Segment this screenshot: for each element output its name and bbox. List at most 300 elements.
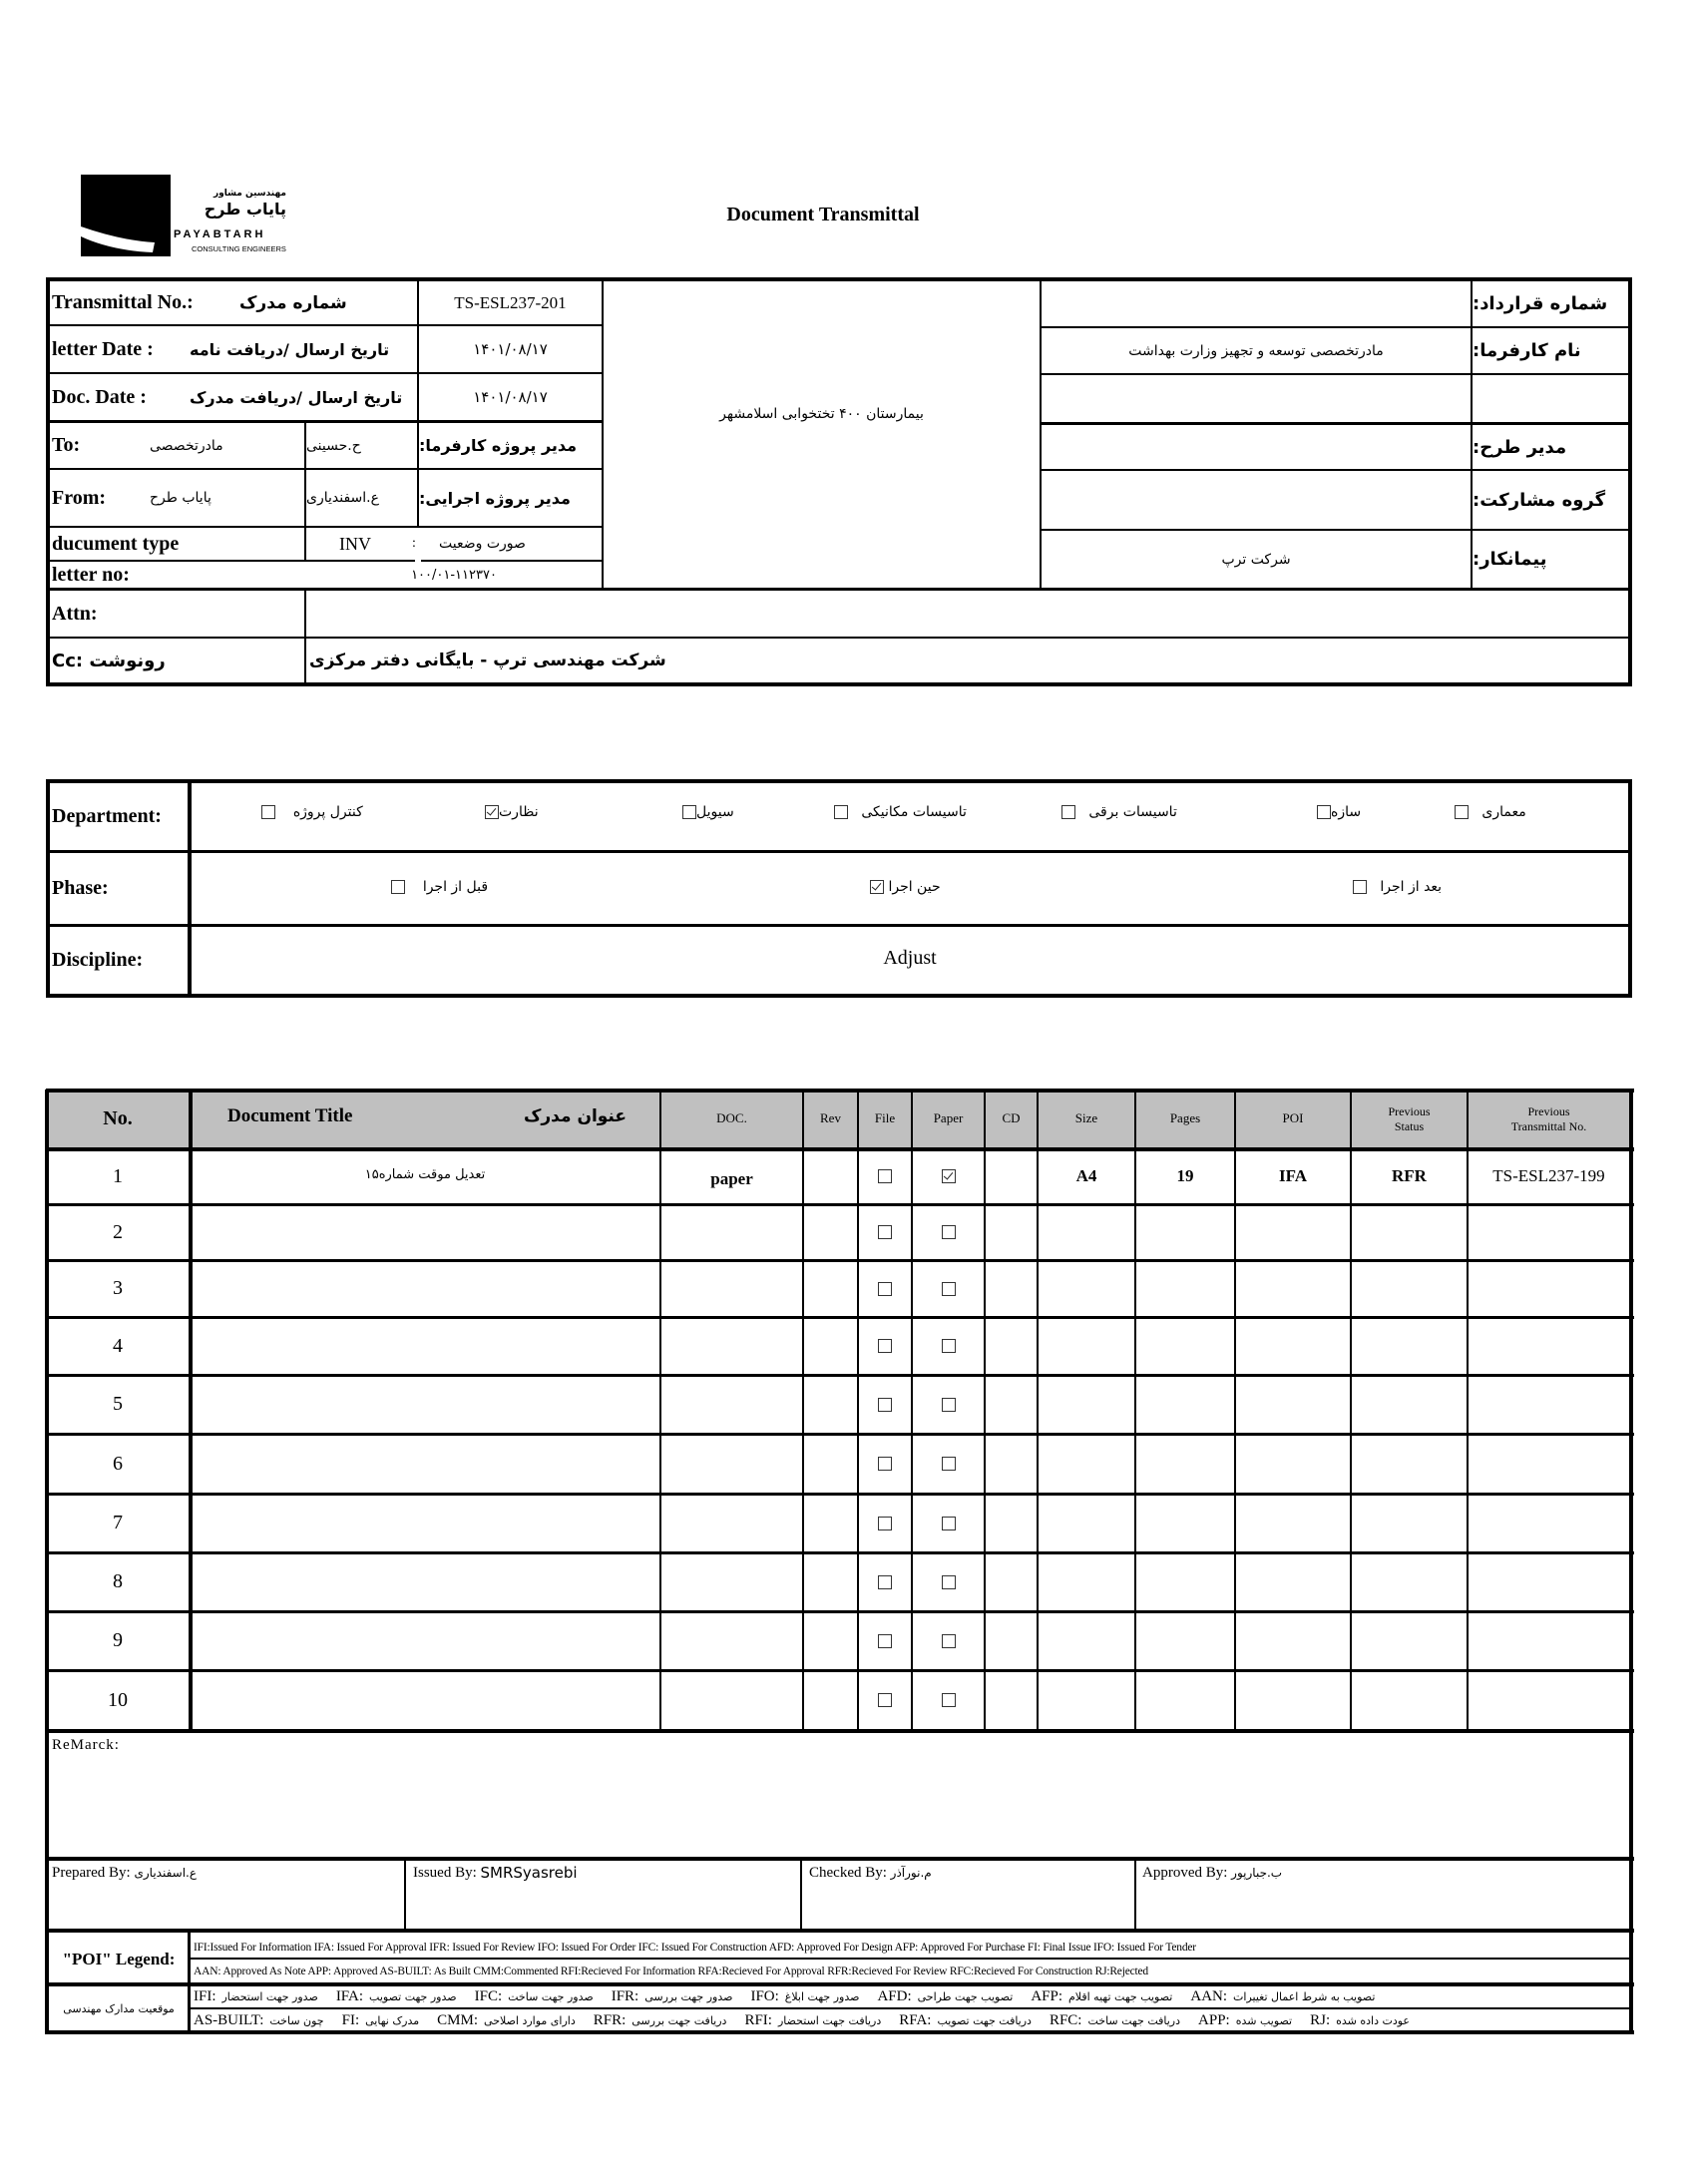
row-doc bbox=[660, 1670, 803, 1730]
poi-legend-label: "POI" Legend: bbox=[62, 1950, 176, 1968]
page-title: Document Transmittal bbox=[726, 204, 920, 225]
row-title[interactable] bbox=[190, 1204, 660, 1260]
department-option-architecture[interactable] bbox=[1455, 797, 1526, 827]
col-pages-label: Pages bbox=[1169, 1110, 1201, 1126]
row-poi bbox=[1235, 1375, 1351, 1434]
row-paper-checkbox-cell bbox=[912, 1317, 985, 1375]
checkbox[interactable] bbox=[682, 805, 696, 819]
client-name-label: نام کارفرما: bbox=[1473, 340, 1581, 361]
col-header-rev bbox=[803, 1090, 858, 1148]
legend-entry bbox=[336, 1988, 457, 2005]
legend-code: IFO: bbox=[750, 1988, 779, 2004]
paper-checkbox[interactable] bbox=[942, 1457, 956, 1471]
row-cd bbox=[985, 1434, 1038, 1494]
row-no: 10 bbox=[108, 1688, 128, 1711]
legend-code: APP: bbox=[1198, 2011, 1230, 2028]
row-paper-checkbox-cell bbox=[912, 1148, 985, 1204]
file-checkbox[interactable] bbox=[878, 1169, 892, 1183]
legend-code: RFA: bbox=[899, 2011, 932, 2028]
col-header-file bbox=[858, 1090, 912, 1148]
row-poi bbox=[1235, 1204, 1351, 1260]
row-title[interactable] bbox=[190, 1260, 660, 1317]
remark-field[interactable] bbox=[52, 1756, 1626, 1856]
row-no: 8 bbox=[113, 1570, 123, 1592]
row-pages bbox=[1135, 1317, 1235, 1375]
logo-fa-top: مهندسین مشاور bbox=[212, 189, 286, 199]
row-no: 3 bbox=[113, 1277, 123, 1299]
cc-label: Cc: رونوشت bbox=[52, 650, 166, 671]
logo-fa-name: پایاب طرح bbox=[204, 200, 286, 218]
col-header-size bbox=[1038, 1090, 1135, 1148]
row-cd bbox=[985, 1260, 1038, 1317]
row-title[interactable] bbox=[190, 1670, 660, 1730]
legend-text: تصویب شده bbox=[1235, 2013, 1293, 2027]
row-no: 5 bbox=[113, 1393, 123, 1415]
discipline-value: Adjust bbox=[883, 946, 937, 969]
row-doc bbox=[660, 1260, 803, 1317]
file-checkbox[interactable] bbox=[878, 1398, 892, 1412]
row-doc: paper bbox=[710, 1169, 753, 1188]
doc-date-label-fa: تاریخ ارسال /دریافت مدرک bbox=[190, 387, 403, 407]
row-prev-transmittal bbox=[1468, 1375, 1630, 1434]
row-cd bbox=[985, 1317, 1038, 1375]
file-checkbox[interactable] bbox=[878, 1339, 892, 1353]
row-doc bbox=[660, 1434, 803, 1494]
row-no: 9 bbox=[113, 1629, 123, 1651]
row-rev bbox=[803, 1611, 858, 1670]
issued-by bbox=[413, 1862, 578, 1884]
prepared-by bbox=[52, 1862, 197, 1884]
row-size bbox=[1038, 1375, 1135, 1434]
row-cd bbox=[985, 1494, 1038, 1552]
remark-label: ReMarck: bbox=[52, 1736, 120, 1753]
row-cd bbox=[985, 1204, 1038, 1260]
project-manager-value bbox=[1042, 425, 1471, 469]
fa-legend-line2 bbox=[194, 2009, 1626, 2031]
prepared-by-label: Prepared By: bbox=[52, 1864, 131, 1881]
issued-by-name: SMRSyasrebi bbox=[480, 1864, 578, 1882]
row-file-checkbox-cell bbox=[858, 1494, 912, 1552]
letter-no-value: ۱۰۰/۰۱-۱۱۲۳۷۰ bbox=[411, 567, 497, 583]
transmittal-no-label-fa: شماره مدرک bbox=[239, 292, 347, 313]
row-paper-checkbox-cell bbox=[912, 1670, 985, 1730]
row-prev-transmittal bbox=[1468, 1204, 1630, 1260]
legend-text: تصویب جهت طراحی bbox=[917, 1990, 1014, 2003]
row-poi bbox=[1235, 1552, 1351, 1611]
col-no-label: No. bbox=[103, 1107, 133, 1129]
row-title[interactable] bbox=[190, 1434, 660, 1494]
from-value: پایاب طرح bbox=[150, 490, 211, 506]
row-prev-status bbox=[1351, 1204, 1468, 1260]
row-rev bbox=[803, 1148, 858, 1204]
row-prev-transmittal bbox=[1468, 1494, 1630, 1552]
checked-by bbox=[809, 1862, 932, 1884]
to-label: To: bbox=[52, 434, 81, 456]
col-file-label: File bbox=[874, 1110, 896, 1126]
legend-code: RFI: bbox=[744, 2011, 772, 2028]
row-pages bbox=[1135, 1494, 1235, 1552]
legend-entry bbox=[1190, 1988, 1375, 2005]
row-size bbox=[1038, 1670, 1135, 1730]
row-no: 2 bbox=[113, 1220, 123, 1243]
contract-no-value bbox=[1042, 281, 1471, 326]
legend-text: دریافت جهت تصویب bbox=[937, 2013, 1032, 2027]
row-rev bbox=[803, 1204, 858, 1260]
row-rev bbox=[803, 1375, 858, 1434]
fa-legend-label: موقعیت مدارک مهندسی bbox=[63, 2001, 175, 2015]
attn-label: Attn: bbox=[52, 602, 98, 625]
phase-option-before[interactable] bbox=[391, 872, 488, 902]
option-label: بعد از اجرا bbox=[1380, 879, 1443, 895]
row-paper-checkbox-cell bbox=[912, 1494, 985, 1552]
legend-code: RFR: bbox=[593, 2011, 627, 2028]
row-poi bbox=[1235, 1260, 1351, 1317]
doc-date-value: ۱۴۰۱/۰۸/۱۷ bbox=[473, 388, 548, 406]
option-label: نظارت bbox=[499, 804, 539, 820]
legend-code: IFA: bbox=[335, 1988, 364, 2004]
letter-date-label-fa: تاریخ ارسال /دریافت نامه bbox=[190, 339, 390, 359]
legend-code: IFC: bbox=[474, 1988, 503, 2004]
row-paper-checkbox-cell bbox=[912, 1375, 985, 1434]
legend-code: RFC: bbox=[1049, 2011, 1082, 2028]
row-doc bbox=[660, 1552, 803, 1611]
row-pages bbox=[1135, 1260, 1235, 1317]
option-label: سازه bbox=[1331, 804, 1362, 820]
legend-code: FI: bbox=[341, 2011, 360, 2028]
paper-checkbox[interactable] bbox=[942, 1169, 956, 1183]
row-title[interactable] bbox=[190, 1494, 660, 1552]
paper-checkbox[interactable] bbox=[942, 1634, 956, 1648]
col-poi-label: POI bbox=[1282, 1110, 1304, 1126]
row-title[interactable] bbox=[190, 1317, 660, 1375]
discipline-label: Discipline: bbox=[52, 949, 144, 971]
option-label: حین اجرا bbox=[888, 879, 941, 895]
paper-checkbox[interactable] bbox=[942, 1575, 956, 1589]
legend-entry bbox=[899, 2012, 1032, 2029]
col-header-title bbox=[190, 1090, 660, 1148]
col-title-en-label: Document Title bbox=[227, 1104, 353, 1126]
document-type-value-fa: صورت وضعیت bbox=[439, 536, 526, 552]
checkbox[interactable] bbox=[261, 805, 275, 819]
legend-code: CMM: bbox=[437, 2011, 479, 2028]
option-label: تاسیسات مکانیکی bbox=[861, 804, 967, 820]
client-name-value: مادرتخصصی توسعه و تجهیز وزارت بهداشت bbox=[1128, 342, 1384, 359]
project-name-text: بیمارستان ۴۰۰ تختخوابی اسلامشهر bbox=[719, 406, 924, 422]
company-logo bbox=[81, 175, 300, 259]
row-file-checkbox-cell bbox=[858, 1260, 912, 1317]
row-poi bbox=[1235, 1670, 1351, 1730]
col-prev-transmittal-label-1: Previous bbox=[1527, 1103, 1570, 1118]
row-doc bbox=[660, 1204, 803, 1260]
department-option-civil[interactable] bbox=[682, 797, 734, 827]
col-header-cd bbox=[985, 1090, 1038, 1148]
client-pm-name: ح.حسینی bbox=[306, 437, 361, 454]
row-doc bbox=[660, 1494, 803, 1552]
letter-date-label: letter Date : bbox=[52, 337, 154, 360]
row-prev-status bbox=[1351, 1317, 1468, 1375]
row-file-checkbox-cell bbox=[858, 1204, 912, 1260]
attn-value bbox=[309, 591, 1626, 637]
row-poi bbox=[1235, 1434, 1351, 1494]
client-pm-label: مدیر پروژه کارفرما: bbox=[419, 436, 578, 455]
row-prev-status bbox=[1351, 1375, 1468, 1434]
phase-option-during[interactable] bbox=[870, 872, 941, 902]
document-type-separator: : bbox=[412, 536, 416, 551]
logo-mark-icon bbox=[81, 175, 171, 256]
row-size bbox=[1038, 1434, 1135, 1494]
legend-code: IFR: bbox=[611, 1988, 639, 2004]
legend-entry bbox=[1050, 2012, 1180, 2029]
legend-code: AS-BUILT: bbox=[194, 2011, 264, 2028]
col-prev-status-label-2: Status bbox=[1394, 1118, 1425, 1133]
project-name bbox=[604, 281, 1040, 587]
row-prev-status bbox=[1351, 1611, 1468, 1670]
legend-code: AFD: bbox=[877, 1988, 912, 2004]
legend-text: صدور جهت ابلاغ bbox=[784, 1990, 860, 2003]
col-header-prev-transmittal bbox=[1468, 1090, 1630, 1148]
row-prev-status bbox=[1351, 1552, 1468, 1611]
checkbox[interactable] bbox=[485, 805, 499, 819]
poi-legend-line1: IFI:Issued For Information IFA: Issued For Approval IFR: Issued For Review IFO: Issued For Order IFC: Issued For Construction AFD: Approved For Design AFP: Approved For Purchase FI: Final Issue IFO: Issued For Tender bbox=[194, 1941, 1196, 1954]
legend-text: مدرک نهایی bbox=[365, 2013, 420, 2027]
row-size bbox=[1038, 1204, 1135, 1260]
legend-entry bbox=[1310, 2012, 1410, 2029]
col-cd-label: CD bbox=[1002, 1110, 1021, 1126]
from-label: From: bbox=[52, 486, 107, 509]
row-rev bbox=[803, 1670, 858, 1730]
row-pages bbox=[1135, 1670, 1235, 1730]
row-size bbox=[1038, 1552, 1135, 1611]
checkbox[interactable] bbox=[870, 880, 884, 894]
row-title[interactable]: تعدیل موقت شماره۱۵ bbox=[364, 1166, 486, 1182]
contractor-label: پیمانکار: bbox=[1473, 549, 1547, 570]
legend-text: عودت داده شده bbox=[1336, 2013, 1410, 2027]
col-header-poi bbox=[1235, 1090, 1351, 1148]
row-pages bbox=[1135, 1375, 1235, 1434]
checkbox[interactable] bbox=[834, 805, 848, 819]
row-rev bbox=[803, 1434, 858, 1494]
partnership-group-label: گروه مشارکت: bbox=[1473, 489, 1606, 511]
paper-checkbox[interactable] bbox=[942, 1693, 956, 1707]
transmittal-no-label: Transmittal No.: bbox=[52, 291, 194, 313]
document-type-label: ducument type bbox=[52, 532, 180, 555]
row-rev bbox=[803, 1260, 858, 1317]
row-prev-transmittal: TS-ESL237-199 bbox=[1492, 1166, 1605, 1185]
legend-entry bbox=[750, 1988, 859, 2005]
row-prev-transmittal bbox=[1468, 1611, 1630, 1670]
paper-checkbox[interactable] bbox=[942, 1225, 956, 1239]
file-checkbox[interactable] bbox=[878, 1634, 892, 1648]
row-poi bbox=[1235, 1317, 1351, 1375]
logo-en-sub: CONSULTING ENGINEERS bbox=[192, 244, 286, 253]
row-paper-checkbox-cell bbox=[912, 1434, 985, 1494]
legend-entry bbox=[1198, 2012, 1292, 2029]
col-prev-status-label-1: Previous bbox=[1388, 1103, 1431, 1118]
file-checkbox[interactable] bbox=[878, 1517, 892, 1530]
col-header-paper bbox=[912, 1090, 985, 1148]
logo-en-name: PAYABTARH bbox=[174, 228, 266, 240]
project-manager-label: مدیر طرح: bbox=[1473, 436, 1567, 458]
department-option-electrical[interactable] bbox=[1061, 797, 1177, 827]
row-prev-transmittal bbox=[1468, 1552, 1630, 1611]
row-poi bbox=[1235, 1611, 1351, 1670]
department-option-supervision[interactable] bbox=[485, 797, 539, 827]
paper-checkbox[interactable] bbox=[942, 1398, 956, 1412]
row-no: 4 bbox=[113, 1334, 123, 1357]
col-size-label: Size bbox=[1074, 1110, 1098, 1126]
checkbox[interactable] bbox=[1061, 805, 1075, 819]
file-checkbox[interactable] bbox=[878, 1693, 892, 1707]
file-checkbox[interactable] bbox=[878, 1282, 892, 1296]
department-option-structure[interactable] bbox=[1317, 797, 1361, 827]
approved-by-label: Approved By: bbox=[1142, 1864, 1228, 1881]
col-title-fa-label: عنوان مدرک bbox=[523, 1105, 627, 1126]
paper-checkbox[interactable] bbox=[942, 1339, 956, 1353]
option-label: کنترل پروژه bbox=[292, 804, 363, 820]
legend-text: صدور جهت ساخت bbox=[508, 1990, 594, 2003]
row-prev-transmittal bbox=[1468, 1317, 1630, 1375]
row-cd bbox=[985, 1148, 1038, 1204]
legend-code: RJ: bbox=[1310, 2011, 1331, 2028]
row-prev-status bbox=[1351, 1494, 1468, 1552]
legend-text: صدور جهت بررسی bbox=[644, 1990, 733, 2003]
row-paper-checkbox-cell bbox=[912, 1204, 985, 1260]
col-header-doc bbox=[660, 1090, 803, 1148]
col-doc-label: DOC. bbox=[716, 1110, 747, 1126]
option-label: قبل از اجرا bbox=[422, 879, 489, 895]
row-paper-checkbox-cell bbox=[912, 1260, 985, 1317]
row-doc bbox=[660, 1317, 803, 1375]
row-file-checkbox-cell bbox=[858, 1611, 912, 1670]
department-option-mechanical[interactable] bbox=[834, 797, 967, 827]
row-prev-status bbox=[1351, 1670, 1468, 1730]
legend-text: دریافت جهت استحضار bbox=[777, 2013, 882, 2027]
checkbox[interactable] bbox=[1353, 880, 1367, 894]
poi-legend-line2: AAN: Approved As Note APP: Approved AS-BUILT: As Built CMM:Commented RFI:Recieved For Information RFA:Recieved For Approval RFR:Recieved For Review RFC:Recieved For Construction RJ:Rejected bbox=[194, 1965, 1148, 1977]
row-no: 1 bbox=[113, 1164, 123, 1187]
row-rev bbox=[803, 1494, 858, 1552]
row-file-checkbox-cell bbox=[858, 1670, 912, 1730]
row-prev-status: RFR bbox=[1392, 1166, 1427, 1185]
phase-label: Phase: bbox=[52, 877, 109, 899]
checkbox[interactable] bbox=[391, 880, 405, 894]
option-label: معماری bbox=[1481, 804, 1526, 820]
legend-text: تصویب جهت تهیه اقلام bbox=[1068, 1990, 1173, 2003]
checkbox[interactable] bbox=[1317, 805, 1331, 819]
row-pages bbox=[1135, 1204, 1235, 1260]
legend-code: AFP: bbox=[1031, 1988, 1062, 2004]
department-label: Department: bbox=[52, 805, 162, 827]
legend-entry bbox=[437, 2012, 576, 2029]
partnership-group-value bbox=[1042, 471, 1471, 529]
letter-no-label: letter no: bbox=[52, 563, 130, 586]
col-header-prev-status bbox=[1351, 1090, 1468, 1148]
row-file-checkbox-cell bbox=[858, 1317, 912, 1375]
executive-pm-label: مدیر پروژه اجرایی: bbox=[419, 488, 571, 508]
row-prev-transmittal bbox=[1468, 1260, 1630, 1317]
file-checkbox[interactable] bbox=[878, 1575, 892, 1589]
row-prev-transmittal bbox=[1468, 1434, 1630, 1494]
row-title[interactable] bbox=[190, 1552, 660, 1611]
row-cd bbox=[985, 1375, 1038, 1434]
file-checkbox[interactable] bbox=[878, 1225, 892, 1239]
col-rev-label: Rev bbox=[820, 1110, 841, 1126]
legend-text: دریافت جهت بررسی bbox=[632, 2013, 727, 2027]
department-option-project-control[interactable] bbox=[261, 797, 363, 827]
row-paper-checkbox-cell bbox=[912, 1552, 985, 1611]
to-value: مادرتخصصی bbox=[150, 437, 223, 454]
checked-by-name: م.نورآذر bbox=[890, 1866, 932, 1880]
legend-entry bbox=[194, 1988, 318, 2005]
col-paper-label: Paper bbox=[933, 1110, 964, 1126]
row-paper-checkbox-cell bbox=[912, 1611, 985, 1670]
transmittal-no-value: TS-ESL237-201 bbox=[454, 292, 567, 312]
row-size bbox=[1038, 1260, 1135, 1317]
approved-by-name: ب.جبارپور bbox=[1231, 1866, 1283, 1880]
row-doc bbox=[660, 1611, 803, 1670]
checked-by-label: Checked By: bbox=[809, 1864, 887, 1881]
row-prev-status bbox=[1351, 1260, 1468, 1317]
document-type-value: INV bbox=[339, 533, 371, 554]
option-label: سیویل bbox=[696, 804, 734, 820]
col-header-pages bbox=[1135, 1090, 1235, 1148]
row-cd bbox=[985, 1552, 1038, 1611]
row-poi: IFA bbox=[1278, 1166, 1307, 1185]
issued-by-label: Issued By: bbox=[413, 1864, 477, 1881]
legend-text: چون ساخت bbox=[269, 2013, 324, 2027]
row-poi bbox=[1235, 1494, 1351, 1552]
legend-entry bbox=[194, 2012, 324, 2029]
row-file-checkbox-cell bbox=[858, 1375, 912, 1434]
row-pages bbox=[1135, 1434, 1235, 1494]
fa-legend-line1 bbox=[194, 1985, 1626, 2008]
row-title[interactable] bbox=[190, 1375, 660, 1434]
phase-option-after[interactable] bbox=[1353, 872, 1442, 902]
row-title[interactable] bbox=[190, 1611, 660, 1670]
row-no: 6 bbox=[113, 1452, 123, 1475]
paper-checkbox[interactable] bbox=[942, 1517, 956, 1530]
row-no: 7 bbox=[113, 1512, 123, 1533]
legend-text: صدور جهت استحضار bbox=[221, 1990, 318, 2003]
executive-pm-name: ع.اسفندیاری bbox=[306, 490, 379, 506]
option-label: تاسیسات برقی bbox=[1088, 804, 1177, 820]
contractor-value: شرکت ترپ bbox=[1221, 551, 1291, 568]
row-file-checkbox-cell bbox=[858, 1148, 912, 1204]
legend-entry bbox=[1031, 1988, 1172, 2005]
row-file-checkbox-cell bbox=[858, 1552, 912, 1611]
legend-code: AAN: bbox=[1190, 1988, 1228, 2004]
legend-entry bbox=[475, 1988, 594, 2005]
row-rev bbox=[803, 1552, 858, 1611]
checkbox[interactable] bbox=[1455, 805, 1469, 819]
row-doc bbox=[660, 1375, 803, 1434]
approved-by bbox=[1142, 1862, 1282, 1884]
row-pages bbox=[1135, 1552, 1235, 1611]
col-header-no bbox=[46, 1090, 190, 1148]
legend-entry bbox=[342, 2012, 420, 2029]
row-cd bbox=[985, 1670, 1038, 1730]
legend-entry bbox=[877, 1988, 1013, 2005]
row-size bbox=[1038, 1317, 1135, 1375]
contract-no-label: شماره قرارداد: bbox=[1473, 293, 1608, 314]
row-file-checkbox-cell bbox=[858, 1434, 912, 1494]
col-prev-transmittal-label-2: Transmittal No. bbox=[1510, 1118, 1587, 1133]
file-checkbox[interactable] bbox=[878, 1457, 892, 1471]
row-size bbox=[1038, 1611, 1135, 1670]
paper-checkbox[interactable] bbox=[942, 1282, 956, 1296]
row-cd bbox=[985, 1611, 1038, 1670]
doc-date-label: Doc. Date : bbox=[52, 385, 147, 408]
